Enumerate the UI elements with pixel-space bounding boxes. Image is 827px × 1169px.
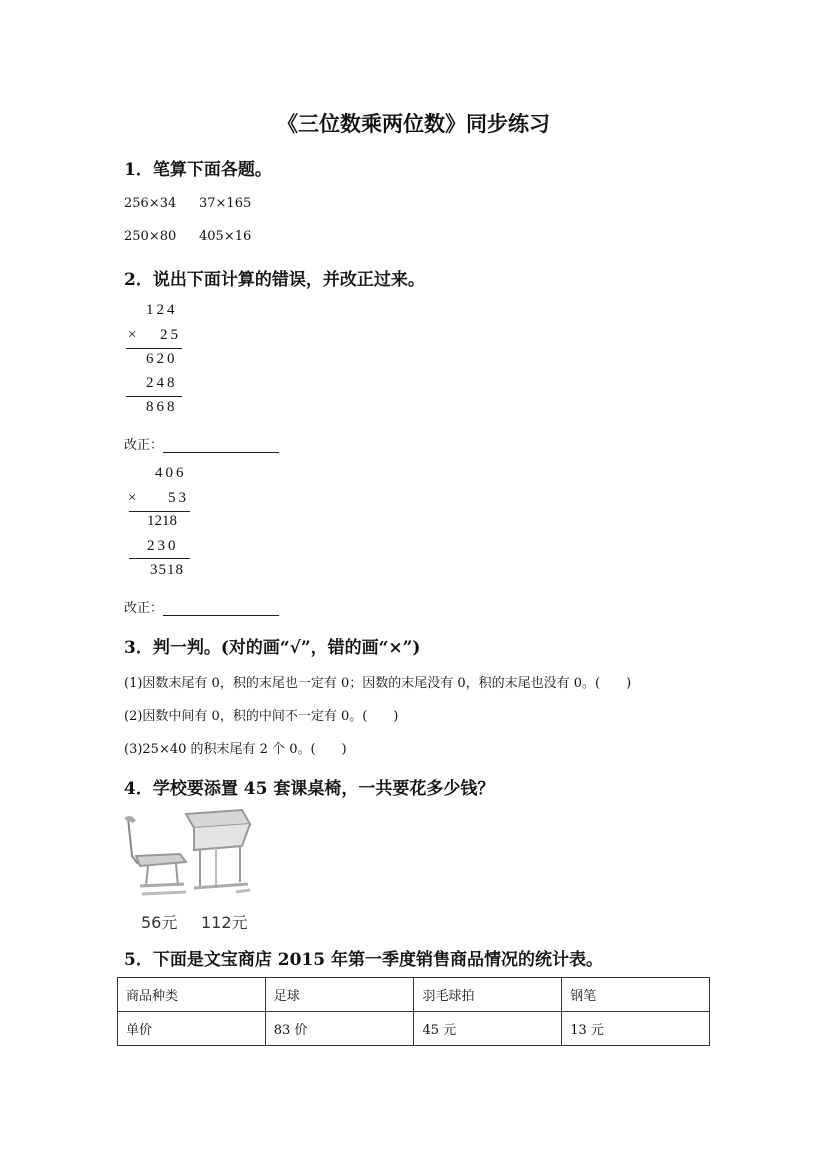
q4-heading: 4．学校要添置 45 套课桌椅，一共要花多少钱？ xyxy=(124,779,495,799)
calc1-partial-2: 248 xyxy=(146,375,178,391)
table-cell: 单价 xyxy=(118,1012,266,1046)
calc2-result: 3518 xyxy=(150,562,184,578)
calc2-times-sign: × xyxy=(128,490,140,506)
table-cell: 13 元 xyxy=(562,1012,710,1046)
sales-table xyxy=(117,977,710,1046)
table-cell: 45 元 xyxy=(414,1012,562,1046)
calc2-partial-1: 1218 xyxy=(147,513,177,529)
chair-price: 56元 xyxy=(141,913,178,932)
q1-problem: 256×34 xyxy=(124,196,177,211)
desk-icon xyxy=(186,810,250,892)
table-cell: 足球 xyxy=(265,978,414,1012)
desk-chair-image xyxy=(124,808,254,904)
q3-heading: 3．判一判。(对的画“√”，错的画“×”) xyxy=(124,638,421,658)
calc1-multiplier: 25 xyxy=(160,327,181,343)
answer-blank[interactable] xyxy=(163,440,279,453)
correction-line-1 xyxy=(124,434,279,453)
chair-icon xyxy=(126,818,186,894)
table-cell: 83 价 xyxy=(265,1012,414,1046)
calc2-partial-2: 230 xyxy=(147,538,179,554)
calc2-line xyxy=(129,558,190,559)
q1-problem: 250×80 xyxy=(124,229,177,244)
calc1-line xyxy=(126,348,182,349)
table-row xyxy=(118,1012,710,1046)
calc2-multiplier: 53 xyxy=(168,490,189,506)
calc1-multiplicand: 124 xyxy=(146,302,178,318)
calc2-line xyxy=(129,511,190,512)
table-row xyxy=(118,978,710,1012)
table-cell: 商品种类 xyxy=(118,978,266,1012)
q2-heading: 2．说出下面计算的错误，并改正过来。 xyxy=(124,270,425,290)
q5-heading: 5．下面是文宝商店 2015 年第一季度销售商品情况的统计表。 xyxy=(124,950,603,970)
q1-problem: 37×165 xyxy=(199,196,252,211)
table-cell: 钢笔 xyxy=(562,978,710,1012)
calc2-multiplicand: 406 xyxy=(155,465,187,481)
table-cell: 羽毛球拍 xyxy=(414,978,562,1012)
correction-label: 改正： xyxy=(124,438,164,453)
judge-item: (1)因数末尾有 0，积的末尾也一定有 0；因数的末尾没有 0，积的末尾也没有 0。( ) xyxy=(124,676,632,691)
answer-blank[interactable] xyxy=(163,603,279,616)
correction-line-2 xyxy=(124,597,279,616)
calc1-partial-1: 620 xyxy=(146,351,178,367)
calc1-times-sign: × xyxy=(128,327,140,343)
correction-label: 改正： xyxy=(124,601,164,616)
desk-price: 112元 xyxy=(201,913,248,932)
calc1-line xyxy=(126,396,182,397)
judge-item: (2)因数中间有 0，积的中间不一定有 0。( ) xyxy=(124,709,399,724)
q1-heading: 1．笔算下面各题。 xyxy=(124,160,272,180)
judge-item: (3)25×40 的积末尾有 2 个 0。( ) xyxy=(124,742,347,757)
q1-problem: 405×16 xyxy=(199,229,252,244)
page-title: 《三位数乘两位数》同步练习 xyxy=(277,111,550,136)
calc1-result: 868 xyxy=(146,399,178,415)
